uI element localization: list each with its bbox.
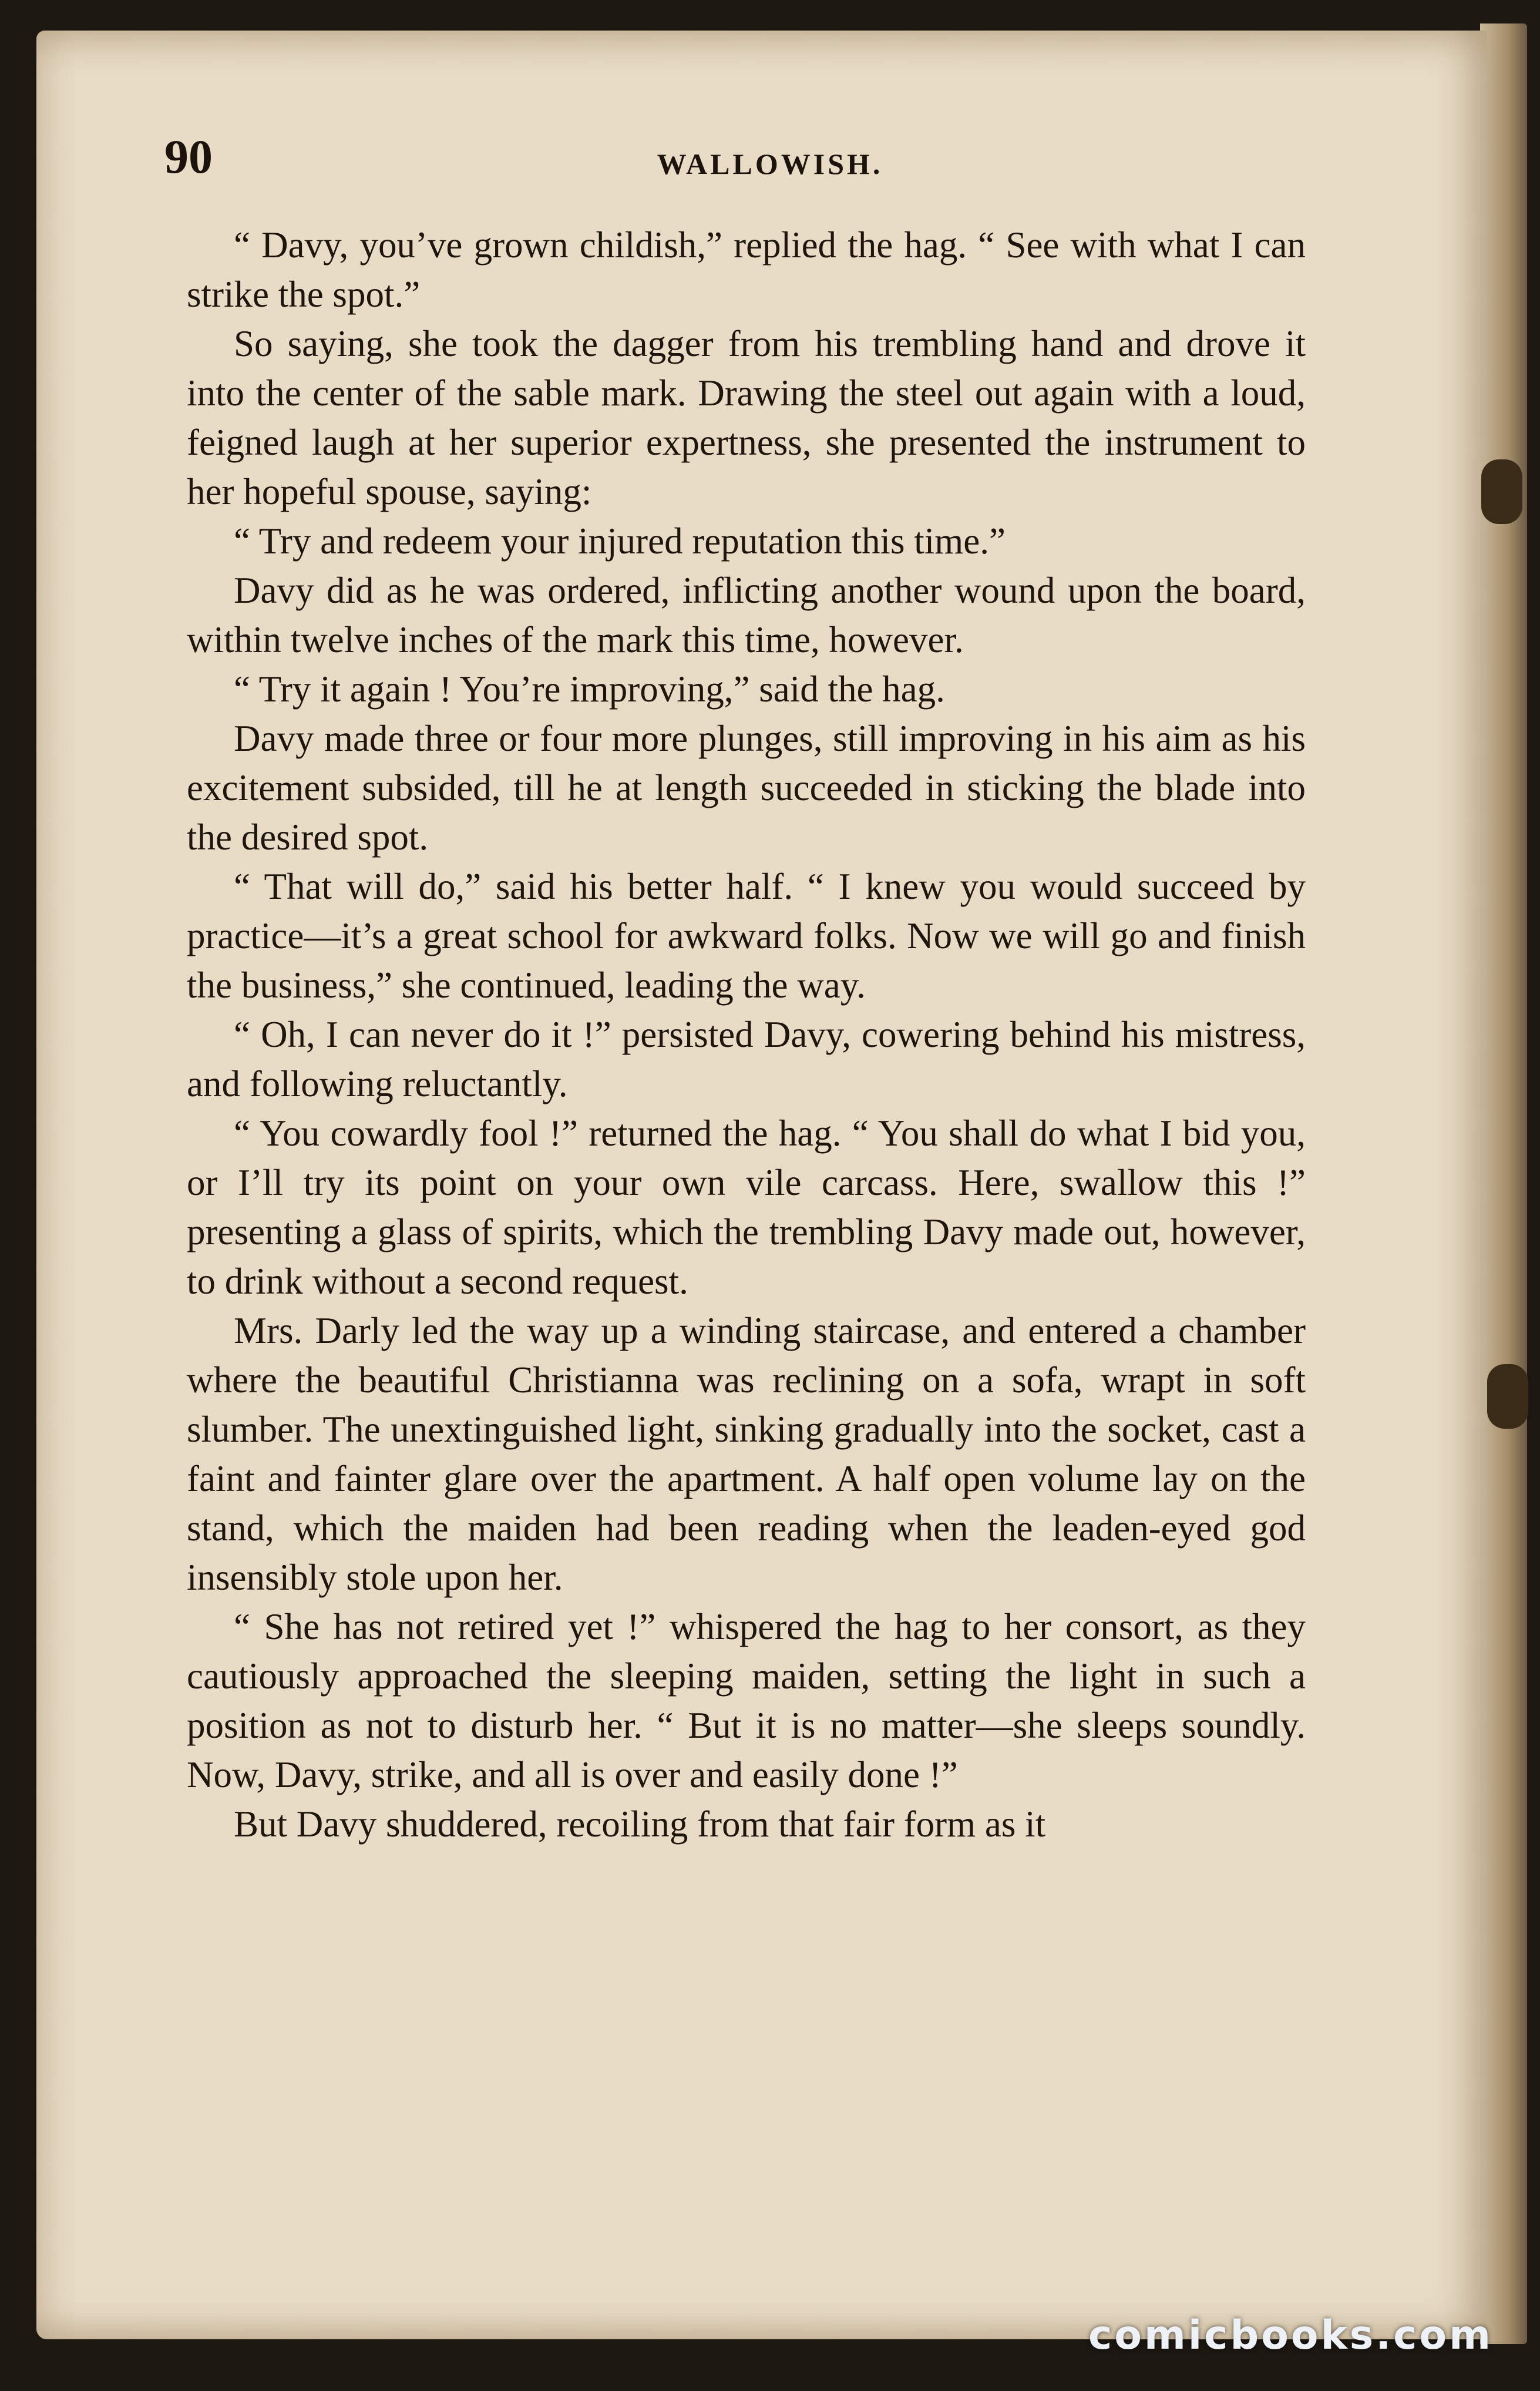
page-edge <box>1480 23 1527 2344</box>
paragraph: Davy did as he was ordered, inflicting another wound upon the board, within twelve inches of the mark this time, however. <box>187 570 1306 660</box>
paragraph: Davy made three or four more plunges, still improving in his aim as his excitement subsided, till he at length succeeded in sticking the blade into the desired spot. <box>187 718 1306 858</box>
running-title: WALLOWISH. <box>657 147 883 180</box>
paragraph: Mrs. Darly led the way up a winding staircase, and entered a chamber where the beautiful Christianna was reclining on a sofa, wrapt in soft slumber. The unextinguished light, sinking gradually into the socket, cast a faint and fainter glare over the apartment. A half open volume lay on the stand, which the maiden had been reading when the leaden-eyed god insensibly stole upon her. <box>187 1310 1306 1598</box>
paragraph: “ Try and redeem your injured reputation this time.” <box>234 520 1006 562</box>
paragraph: “ Davy, you’ve grown childish,” replied the hag. “ See with what I can strike the spot.” <box>187 224 1306 315</box>
page-body-text <box>187 220 1306 1849</box>
paragraph: So saying, she took the dagger from his trembling hand and drove it into the center of the sable mark. Drawing the steel out again with a loud, feigned laugh at her superior expertness, she presented the instrument to her hopeful spouse, saying: <box>187 323 1306 512</box>
binding-tab <box>1487 1364 1528 1429</box>
paragraph: “ That will do,” said his better half. “ I knew you would succeed by practice—it’s a great school for awkward folks. Now we will go and finish the business,” she continued, leading the way. <box>187 866 1306 1006</box>
paragraph: “ She has not retired yet !” whispered the hag to her consort, as they cautiously approached the sleeping maiden, setting the light in such a position as not to disturb her. “ But it is no matter—she sleeps soundly. Now, Davy, strike, and all is over and easily done !” <box>187 1606 1306 1795</box>
paragraph: “ You cowardly fool !” returned the hag. “ You shall do what I bid you, or I’ll try its point on your own vile carcass. Here, swallow this !” presenting a glass of spirits, which the trembling Davy made out, however, to drink without a second request. <box>187 1113 1306 1302</box>
page-number: 90 <box>164 130 213 183</box>
binding-tab <box>1481 459 1522 524</box>
watermark: comicbooks.com <box>1088 2312 1493 2359</box>
paragraph: “ Try it again ! You’re improving,” said the hag. <box>234 669 945 710</box>
paragraph: “ Oh, I can never do it !” persisted Davy, cowering behind his mistress, and following reluctantly. <box>187 1014 1306 1104</box>
paragraph: But Davy shuddered, recoiling from that fair form as it <box>234 1804 1046 1845</box>
